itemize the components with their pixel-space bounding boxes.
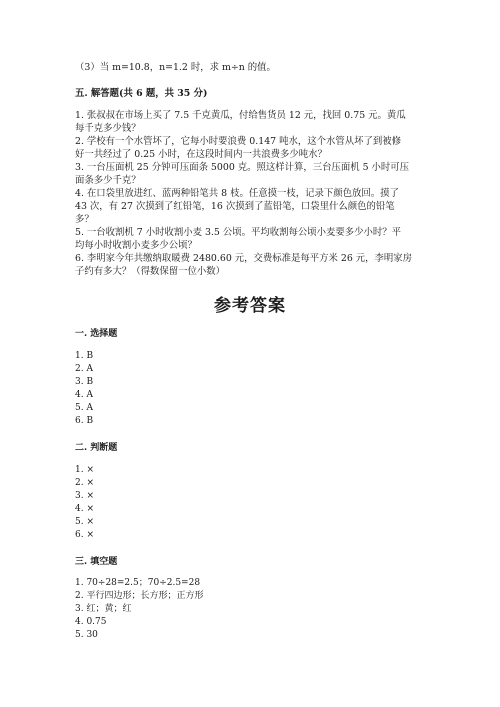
answer-item: 5. × — [75, 517, 94, 527]
choice-heading: 一. 选择题 — [75, 329, 118, 339]
problem-line: 子约有多大？（得数保留一位小数） — [75, 266, 226, 277]
problem-line: 每千克多少钱？ — [75, 123, 141, 134]
problem-line: 3. 一台压面机 25 分钟可压面条 5000 克。照这样计算，三台压面机 5 小时可压 — [75, 162, 410, 173]
answer-item: 3. B — [75, 377, 94, 387]
answer-item: 5. A — [75, 403, 93, 413]
problem-line: 4. 在口袋里放进红、蓝两种铅笔共 8 枝。任意摸一枝，记录下颜色放回。摸了 — [75, 188, 399, 199]
answer-item: 2. A — [75, 364, 93, 374]
judge-heading: 二. 判断题 — [75, 443, 118, 453]
answer-item: 6. × — [75, 530, 94, 540]
problem-line: 1. 张叔叔在市场上买了 7.5 千克黄瓜，付给售货员 12 元，找回 0.75 元。黄瓜 — [75, 110, 406, 121]
fill-heading: 三. 填空题 — [75, 557, 118, 567]
problem-line: 43 次，有 27 次摸到了红铅笔，16 次摸到了蓝铅笔，口袋里什么颜色的铅笔 — [75, 201, 395, 212]
problem-line: 面条多少千克？ — [75, 175, 141, 186]
answer-key-title: 参考答案 — [214, 296, 286, 316]
problem-line: 好一共经过了 0.25 小时，在这段时间内一共浪费多少吨水？ — [75, 149, 327, 160]
problem-line: 5. 一台收割机 7 小时收割小麦 3.5 公顷。平均收割每公顷小麦要多少小时？平 — [75, 227, 401, 238]
answer-item: 1. B — [75, 351, 94, 361]
problem-line: 均每小时收割小麦多少公顷？ — [75, 240, 197, 251]
problem-line: 6. 李明家今年共缴纳取暖费 2480.60 元，交费标准是每平方米 26 元，李明家房 — [75, 253, 413, 264]
problem-line: 多？ — [75, 214, 94, 225]
answer-item: 2. × — [75, 478, 94, 488]
section-5-heading: 五. 解答题(共 6 题，共 35 分) — [75, 88, 208, 99]
answer-item: 4. A — [75, 390, 93, 400]
answer-item: 3. 红；黄；红 — [75, 604, 132, 614]
answer-item: 2. 平行四边形；长方形；正方形 — [75, 591, 204, 601]
answer-item: 4. 0.75 — [75, 617, 107, 627]
question-part-3: （3）当 m=10.8，n=1.2 时，求 m÷n 的值。 — [75, 62, 276, 73]
answer-item: 3. × — [75, 491, 94, 501]
answer-item: 6. B — [75, 416, 94, 426]
answer-item: 1. × — [75, 465, 94, 475]
problem-line: 2. 学校有一个水管坏了，它每小时要浪费 0.147 吨水，这个水管从坏了到被修 — [75, 136, 401, 147]
answer-item: 1. 70÷28=2.5；70÷2.5=28 — [75, 578, 201, 588]
answer-item: 5. 30 — [75, 630, 98, 640]
answer-item: 4. × — [75, 504, 94, 514]
